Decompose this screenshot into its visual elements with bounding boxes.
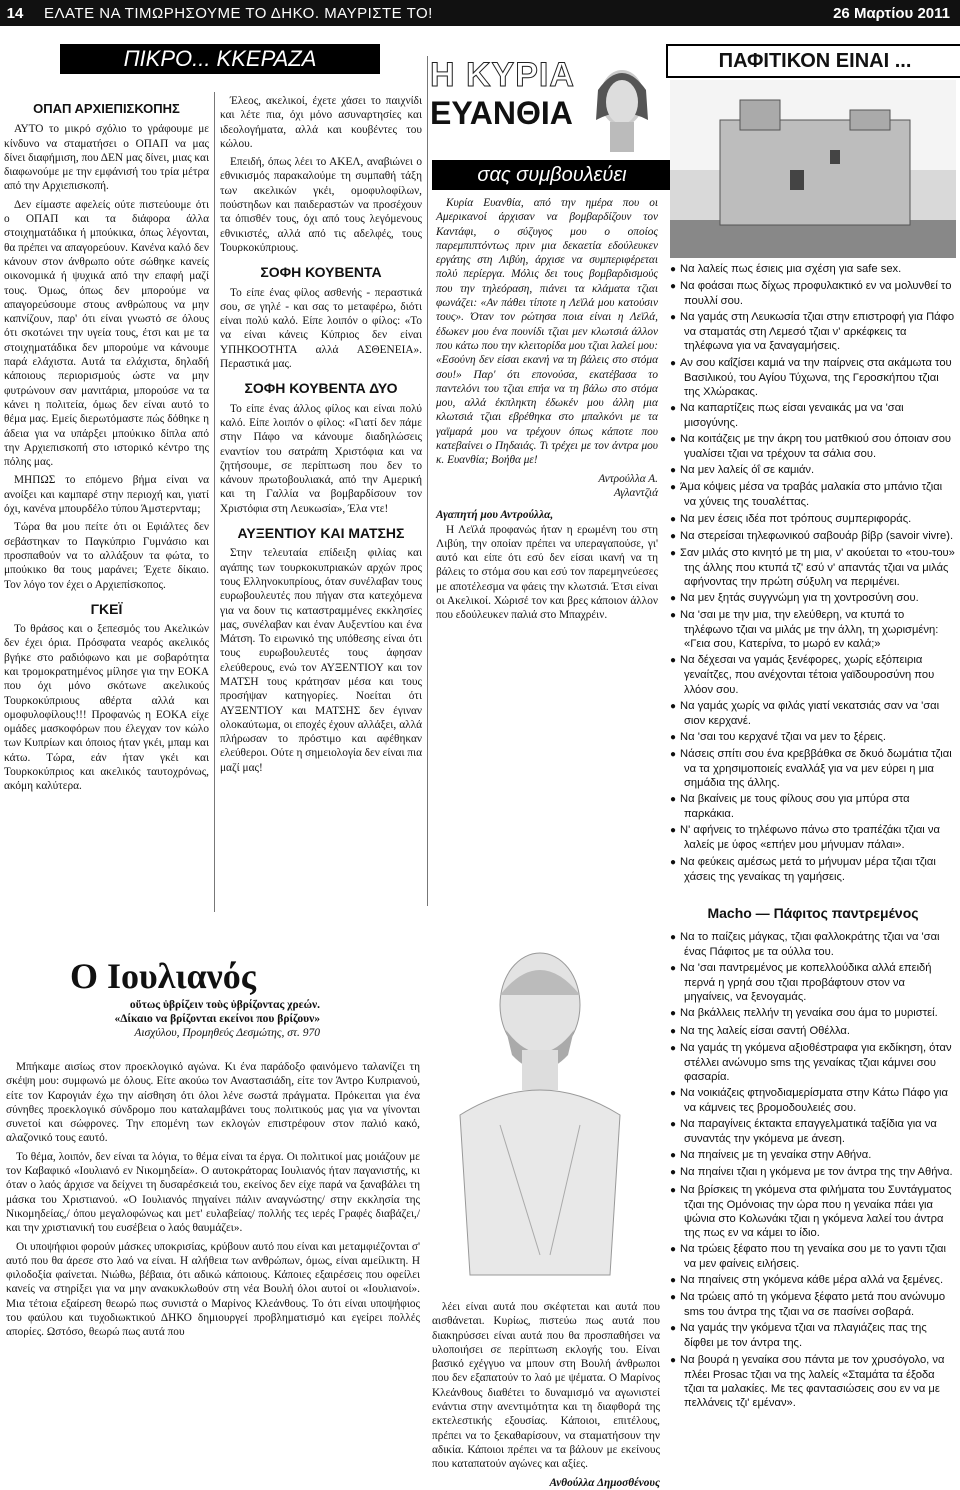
paragraph: Το είπε ένας φίλος ασθενής - περαστικά σου, σε γηλέ - και σας το μεταφέρω, διότι είναι πολύ καλό. Είπε λοιπόν ο φίλος: «Το να είναι κάνεις Κύπριος δεν είναι ΥΠΗΚΟΟΤΗΤΑ αλλά ΑΣΘΕΝΕΙΑ». Περαστικά μας. bbox=[220, 286, 422, 371]
macho-subheader: Macho — Πάφιτος παντρεμένος bbox=[707, 905, 919, 921]
list-item: ● Να φεύκεις αμέσως μετά το μήνυμαν μέρα τζιαι τζιαι χάσεις της γεναίκας τη γαμήσεις. bbox=[670, 855, 956, 884]
pafitikon-header: ΠΑΦΙΤΙΚΟΝ ΕΙΝΑΙ ... bbox=[666, 44, 960, 78]
list-item: ● Να της λαλείς είσαι σαντή Οθέλλα. bbox=[670, 1024, 956, 1039]
list-item: ● Να γαμάς την γκόμενα τζιαι να πλαγιάζεις πας της δίφθει με τον άντρα της. bbox=[670, 1321, 956, 1350]
list-item: ● Να στερείσαι τηλεφωνικού σαβουάρ βίβρ (savoir vivre). bbox=[670, 529, 956, 544]
list-item: ● Να λαλείς πως έσιεις μια σχέση για safe sex. bbox=[670, 262, 956, 277]
page-number: 14 bbox=[6, 4, 24, 22]
list-item: ● Να γαμάς τη γκόμενα αξιοθέστραφα για εκδίκηση, όταν στέλλει ανώνυμο sms της γεναίκας τζιαι κάμνει σου φασαρία. bbox=[670, 1041, 956, 1084]
list-item: ● Να πηαίνεις στη γκόμενα κάθε μέρα αλλά να ξεμένες. bbox=[670, 1273, 956, 1288]
article-author: Ανθούλλα Δημοσθένους bbox=[549, 1476, 660, 1489]
issue-date: 26 Μαρτίου 2011 bbox=[833, 4, 950, 22]
list-item: ● Να βκάλλεις πελλήν τη γεναίκα σου άμα το μυριστεί. bbox=[670, 1006, 956, 1021]
list-item: ● Να πηαίνεις με τη γεναίκα στην Αθήνα. bbox=[670, 1148, 956, 1163]
column-divider bbox=[427, 56, 428, 906]
section-title-sofi: ΣΟΦΗ ΚΟΥΒΕΝΤΑ bbox=[260, 264, 382, 281]
list-item: ● Να το παίζεις μάγκας, τζιαι φαλλοκράτης τζιαι να 'σαι ένας Πάφιτος με τα ούλλα του. bbox=[670, 930, 956, 959]
macho-list bbox=[670, 930, 956, 1412]
evanthia-portrait bbox=[582, 60, 662, 152]
list-item: ● Να γαμάς χωρίς να φιλάς γιατί νεκατσιάς σαν να 'σαι σιον κερχανέ. bbox=[670, 699, 956, 728]
list-item: ● Να φοάσαι πως δίχως προφυλακτικό εν να μολυνθεί το πουλλί σου. bbox=[670, 279, 956, 308]
letter-text: Κυρία Ευανθία, από την ημέρα που οι Αμερικανοί άρχισαν να βομβαρδίζουν τον Καντάφι, ο σύζυγος μου ο οποίος παρεμπιπτόντως πριν μια δεκαετία εδούλευκεν εργάτης στη Λιβύη, άρχισε να συμπεριφέρεται πολύ περίεργα. Μόλις δει τους βομβαρδισμούς που την τηλεόραση, πιάνει τα κλάματα τζιαι φωνάζει: «Αν πάθει τίποτε η Λεϊλά μου κατούσιν τους». Όταν τον ρώτησα ποια είναι η Λεϊλά, έδωκεν μου ένα πουνίδι τζιαι μεν κλωτσιά άλλον που κάτω που την κλειτορίδα μου τζιαι λαλεί μου: «Εσούνη δεν είσαι εκανή να τη βάλεις στο στόμα σου!» Παρ' ότι επονούσα, εκατέβασα το παντελόνι του τζιαι επήα να τη βάλω στο στόμα μου, αλλά έκπληκτη έδωκέν μου άλλη μια κλωτσιά τζιαι εβρέθηκα στο μπαλκόνι με τα γαϊμαρά μου να τρέχουν όπως κάποτε που κατεβαίνει ο Πηδαιάς. Τι τρέχει με τον άντρα μου κ. Ευανθία; Βοήθα με! bbox=[436, 197, 658, 467]
paragraph: Στην τελευταία επίδειξη φιλίας και αγάπης των τουρκοκυπριακών αρχών προς τους Ελληνοκυπρίους, όταν συνέλαβαν τους ευρωβουλευτές που πήγαν στα κατεχόμενα για να δουν τις καταστραμμένες εκκλησίες μας, συνέλαβαν και έναν Αυξεντίου και ένα Μάτση. Το ειρωνικό της υπόθεσης είναι ότι τους ευρωβουλευτές τους άφησαν ελεύθερους, ενώ τον ΑΥΞΕΝΤΙΟΥ και τον ΜΑΤΣΗ τους κράτησαν μέσα και τους προσήψαν κατηγορίες. Νοείται ότι ΑΥΞΕΝΤΙΟΥ και ΜΑΤΣΗΣ δεν έγιναν ολοκαύτωμα, οι εποχές έχουν αλλάξει, αλλά πλήρωσαν το πρόστιμο και αφέθηκαν ελεύθεροι. Ούτε η σημειολογία δεν είναι πια μαζί μας! bbox=[220, 547, 422, 774]
letter-signoff-name: Αντρούλλα Α. bbox=[598, 472, 658, 485]
paragraph: Μπήκαμε αισίως στον προεκλογικό αγώνα. Κι ένα παράδοξο φαινόμενο ταλανίζει τη σκέψη μου: συμφωνώ με όλους. Είτε ακούω τον Αναστασιάδη, είτε τον Άντρο Κυπριανού, είτε τον Καρογιάν έχω την αίσθηση ότι όλοι λένε σωστά πράγματα. Πρόκειται για ένα σύνηθες προεκλογικό σύνδρομο που καταλαμβάνει τους πολιτικούς μας για να γίνονται συνετοί και σώφρονες. Την επομένη των εκλογών επιστρέφουν στον παλιό κακό, αλαζονικό τους εαυτό. bbox=[6, 1061, 420, 1145]
section-title-afxentiou: ΑΥΞΕΝΤΙΟΥ ΚΑΙ ΜΑΤΣΗΣ bbox=[237, 525, 405, 542]
list-item: ● Να νοικιάζεις φτηνοδιαμερίσματα στην Κάτω Πάφο για να κάμνεις τες βρομοδουλειές σου. bbox=[670, 1086, 956, 1115]
pafitikon-list bbox=[670, 262, 956, 886]
list-item: ● Να τρώεις ξέφατο που τη γεναίκα σου με το γαντι τζιαι να μεν φαίνεις ειλήσεις. bbox=[670, 1242, 956, 1271]
paragraph: Έλεος, ακελικοί, έχετε χάσει το παιχνίδι και λέτε πια, όχι μόνο ασυναρτησίες και ιδεολογήματα, αλλά και κουβέντες του κώλου. bbox=[220, 95, 422, 150]
column-banner: ΠΙΚΡΟ... ΚΚΕΡΑΖΑ bbox=[60, 44, 380, 74]
list-item: ● Να βκαίνεις με τους φίλους σου για μπύρα στα παρκάκια. bbox=[670, 792, 956, 821]
list-item: ● Να καπαρτίζεις πως είσαι γεναικάς μα να 'σαι μισογύνης. bbox=[670, 401, 956, 430]
paragraph: Δεν είμαστε αφελείς ούτε πιστεύουμε ότι ο ΟΠΑΠ και τα διάφορα άλλα στοιχηματάδικα ή μπούκικα, όπως λέγονται, θα πρέπει να απαγορεύουν. Κανένα καλό δεν κάνουν στον άνθρωπο ούτε σώθηκε κανείς οικονομικά ή ψυχικά από την επαφή μαζί τους. Όμως, όπως δεν μπορούμε να απαγορεύσουμε στους ανθρώπους να μην καπνίζουν, παρ' ότι είναι γνωστό σε όλους ότι σκοτώνει την υγεία τους, έτσι και με τα στοιχηματάδικα δεν μπορούμε να κάνουμε παρά ελάχιστα. Αυτά τα ελάχιστα, δηλαδή κάποιους περιορισμούς ώστε να μην φυτρώνουν σαν μανιτάρια, μπορούσε να τα κάνει η πολιτεία, όμως δεν είναι αυτό το θέμα μας. Εμείς διερωτόμαστε πώς δόθηκε η άδεια για να υπάρξει μπούκικο δίπλα από την Αρχιεπισκοπή στο ιστορικό κέντρο της πόλης μας. bbox=[4, 198, 209, 469]
list-item: ● Να κοιτάζεις με την άκρη του ματθκιού σου όποιαν σου γυαλίσει τζιαι να τρέχουν τα σάλια σου. bbox=[670, 432, 956, 461]
castle-photo bbox=[670, 80, 956, 258]
epigraph-translation: «Δίκαιο να βρίζονται εκείνοι που βρίζουν» bbox=[114, 1013, 320, 1025]
column-sofi bbox=[220, 94, 422, 779]
section-title-gay: ΓΚΕΪ bbox=[90, 600, 123, 617]
list-item: ● Να 'σαι παντρεμένος με κοπελλούδικα αλλά επειδή περνά η γρηά σου τζιαι προβάφτουν στον να μηγαίνεις, να ξενογαμάς. bbox=[670, 961, 956, 1004]
list-item: ● Να μεν ξητάς συγγνώμη για τη χοντροσύνη σου. bbox=[670, 591, 956, 606]
paragraph: Το θέμα, λοιπόν, δεν είναι τα λόγια, το θέμα είναι τα έργα. Οι πολιτικοί μας μοιάζουν με τον Καβαφικό «Ιουλιανό εν Νικομηδεία». Ο αυτοκράτορας Ιουλιανός ήταν παγανιστής, κι όταν ο λαός άρχισε να δείχνει τη δυσαρέσκειά του, εκείνος δεν είχε παρά να ξαναβάλει τη μάσκα του Χριστιανού. «Ο Ιουλιανός πηγαίνει πάλιν αναγνώστης/ στην εκκλησία της Νικομηδείας,/ όπου μεγαλοφώνως και μετ' ευλαβείας/ πολλής τες ιερές Γραφές διαβάζει,/ και την χριστιανική του ευσέβεια ο λαός θαυμάζει». bbox=[6, 1150, 420, 1235]
advice-banner: σας συμβουλεύει bbox=[432, 160, 672, 190]
paragraph: Το θράσος και ο ξεπεσμός του Ακελικών δεν έχει όρια. Πρόσφατα νεαρός ακελικός βγήκε στο ραδιόφωνο και με σοβαρότητα και τρομοκρατημένος μίλησε για την ΕΟΚΑ που όχι μόνο σκότωνε ακελικούς Τουρκοκύπριους αθέρτα αλλά και ομοφυλοφίλους!!! Προφανώς η ΕΟΚΑ είχε ομάδες μασκοφόρων που έλεγχαν τον κώλο των Κυπρίων και όποιος ήταν γκέι, μπαμ και κάτω. Τώρα, εάν ήταν γκέι και Τουρκοκύπριος και ακελικός ταυτοχρόνως, ακόμη καλύτερα. bbox=[4, 623, 209, 793]
epigraph-greek: οὕτως ὑβρίζειν τοὺς ὑβρίζοντας χρεών. bbox=[129, 999, 320, 1011]
column-advice bbox=[436, 196, 658, 627]
epigraph bbox=[40, 998, 320, 1040]
column-opap bbox=[4, 92, 209, 798]
top-bar bbox=[0, 0, 960, 26]
column-ioulianos bbox=[6, 1060, 420, 1344]
list-item: ● Να μεν έσεις ιδέα ποτ τρόπους συμπεριφοράς. bbox=[670, 512, 956, 527]
list-item: ● Να δέχεσαι να γαμάς ξενέφορες, χωρίς εξόπειρια γεναίτζες, που ανέχονται τέτοια γαϊδουροσύνη που λλόον σου. bbox=[670, 653, 956, 696]
list-item: ● Νάσεις σπίτι σου ένα κρεββάθκα σε δκυό δωμάτια τζιαι να τα χρησιμοποιείς εναλλάξ για να μεν εύρει η μια σημάδια της άλλης. bbox=[670, 747, 956, 790]
paragraph: Τώρα θα μου πείτε ότι οι Εφιάλτες δεν σεβάστηκαν το Παγκύπριο Γυμνάσιο και προσπαθούν να το αλλάξουν τα φώτα, το μπούκικο θα τους μαράνει; Έχετε δίκαιο. Τον λόγο τον έχει ο Αρχιεπίσκοπος. bbox=[4, 521, 209, 591]
paragraph: Οι υποψήφιοι φορούν μάσκες υποκρισίας, κρύβουν αυτό που είναι και μεταμφιέζονται σ' αυτό που θα άρεσε στο λαό να είναι. Η αλήθεια των ανθρώπων, όμως, είναι αμείλικτη. Η φιλοδοξία φαίνεται. Νιώθω, βέβαια, ότι αδικώ κάποιους. Κάποιες εξαιρέσεις που οφείλει κανείς να στηρίξει για να μην ανακυκλωθούν στη νέα Βουλή όλοι αυτοί οι «Ιουλιανοί». Μια τέτοια εξαίρεση θεωρώ πως συνιστά ο Μαρίνος Κλεάνθους. Το ότι είναι υποψήφιος του φαύλου και τυχοδιωκτικού ΔΗΚΟ δημιουργεί προβληματισμό και εγείρει πολλές απορίες. Ωστόσο, θεωρώ πως αυτά που bbox=[6, 1240, 420, 1339]
list-item: ● Να 'σαι του κερχανέ τζιαι να μεν το ξέρεις. bbox=[670, 730, 956, 745]
letter-signoff-place: Αγλαντζιά bbox=[613, 486, 658, 499]
section-title-sofi-dyo: ΣΟΦΗ ΚΟΥΒΕΝΤΑ ΔΥΟ bbox=[244, 380, 398, 397]
paragraph: Το είπε ένας άλλος φίλος και είναι πολύ καλό. Είπε λοιπόν ο φίλος: «Γιατί δεν πάμε στην Πάφο να κάνουμε διαδηλώσεις εναντίον του σατράπη Χριστόφια και να ζητήσουμε, σε περίπτωση που δεν το κάνουν πρωτοβουλιακά, από την Αμερική και τη Γαλλία να βομβαρδίσουν τον Χριστόφια στη Λευκωσία», Έλα ντε! bbox=[220, 402, 422, 515]
paragraph: ΑΥΤΟ το μικρό σχόλιο το γράφουμε με κίνδυνο να σταματήσει ο ΟΠΑΠ να μας δίνει διαφήμιση, που ΔΕΝ μας δίνει, μιας και διαφωνούμε με την εμφάνισή του τρία μέτρα από την Αρχιεπισκοπή. bbox=[4, 123, 209, 193]
list-item: ● Άμα κόψεις μέσα να τραβάς μαλακία στο μπάνιο τζιαι να χύνεις της τουαλέττας. bbox=[670, 480, 956, 509]
list-item: ● Να 'σαι με την μια, την ελεύθερη, να κτυπά το τηλέφωνο τζιαι να μιλάς με την άλλη, τη χωρισμένη: «Γεια σου, Κατερίνα, το μωρό εν καλά;» bbox=[670, 608, 956, 651]
column-ioulianos-continued bbox=[432, 1300, 660, 1490]
epigraph-source: Αισχύλου, Προμηθεύς Δεσμώτης, στ. 970 bbox=[134, 1027, 320, 1039]
mast-line-1: Η ΚΥΡΙΑ bbox=[430, 56, 575, 94]
reply-text: Η Λεϊλά προφανώς ήταν η ερωμένη του στη Λιβύη, την οποίαν πρέπει να υπεραγαπούσε, γι' αυτό και είπε ότι εσύ δεν είσαι ικανή να τη βάλεις το στόμα σου και εσύ τον παρεμηνεύεσες με αποτέλεσμα να φάεις την κλωτσιά. Έτσι είναι οι Ακελικοί. Χώρισέ τον και βρες κάποιον άλλον που εδούλευκεν παλιά στο Μπαχρέιν. bbox=[436, 523, 658, 622]
paragraph: ΜΗΠΩΣ το επόμενο βήμα είναι να ανοίξει και καμπαρέ στην περιοχή και, γιατί όχι, κανένα μπουρδέλο τύπου Άμστερνταμ; bbox=[4, 474, 209, 516]
list-item: ● Να βουρά η γεναίκα σου πάντα με τον χρυσόγολο, να πλέει Prosac τζιαι να της λαλείς «Σταμάτα τα έξοδα τζιαι τα μαλακίες. Με τες φαντασιώσεις σου εν να με πελλάνεις τζι' εμέναν». bbox=[670, 1353, 956, 1410]
list-item: ● Να μεν λαλείς όΐ σε καμιάν. bbox=[670, 463, 956, 478]
list-item: ● Αν σου καΐζίσει καμιά να την παίρνεις στα ακάμωτα του Βασιλικού, του Αγίου Τύχωνα, της Γεροσκήπου τζιαι της Χλώρακας. bbox=[670, 356, 956, 399]
list-item: ● Να γαμάς στη Λευκωσία τζιαι στην επιστροφή για Πάφο να σταματάς στη Λεμεσό τζιαι ν' αρκέφκεις τα τηλέφωνα για να ξαναγαμήσεις. bbox=[670, 310, 956, 353]
column-divider bbox=[214, 92, 215, 912]
article-title: Ο Ιουλιανός bbox=[70, 956, 256, 996]
list-item: ● Να βρίσκεις τη γκόμενα στα φιλήματα του Συντάγματος τζιαι της Ομόνοιας την ώρα που η γεναίκα πάει για ψώνια στο Κολωνάκι τζιαι η γκόμενα λαλεί του άντρα της πως εν να κάμει το ίδιο. bbox=[670, 1183, 956, 1240]
paragraph: Επειδή, όπως λέει το ΑΚΕΛ, αναβιώνει ο εθνικισμός παρακαλούμε τη συμπαθή τάξη των ακελικών γκέι, ομοφυλοφίλων, πούστηδων και παιδεραστών να προσέχουν τα όπισθέν τους, όχι από τους λεγόμενους εθνικιστές, αλλά από τις αδελφές, τους Τουρκοκύπριους. bbox=[220, 156, 422, 254]
paragraph: λέει είναι αυτά που σκέφτεται και αυτά που αισθάνεται. Κυρίως, πιστεύω πως αυτά που διακηρύσσει είναι αυτά που θα προσπαθήσει να υλοποιήσει σε περίπτωση εκλογής του. Είναι βασικό εχέγγυο να μπουν στη Βουλή άνθρωποι που δεν εξαπατούν το λαό με ψέματα. Ο Μαρίνος Κλεάνθους διαθέτει το δυναμισμό να αγωνιστεί ενάντια στην ανεντιμότητα και τη διαφθορά της εκτελεστικής εξουσίας. Κάποιοι, επιτέλους, πρέπει να το ξεκαθαρίσουν, να σταματήσουν την αδικία. Κάποιοι πρέπει να τα βάλουν με εκείνους που καταπατούν αγώνες και αξίες. bbox=[432, 1301, 660, 1471]
list-item: ● Να παραγίνεις έκτακτα επαγγελματικά ταξίδια για να συναντάς την γκόμενα με άνεση. bbox=[670, 1117, 956, 1146]
mast-line-2: ΕΥΑΝΘΙΑ bbox=[430, 95, 573, 131]
list-item: ● Σαν μιλάς στο κινητό με τη μια, ν' ακούεται το «του-του» της άλλης που κτυπά τζ' εσύ ν' απαντάς τζιαι να μιλάς αφήνοντας την πρώτη σύξυλη να περιμένει. bbox=[670, 546, 956, 589]
section-title-opap: ΟΠΑΠ ΑΡΧΙΕΠΙΣΚΟΠΗΣ bbox=[33, 101, 180, 116]
list-item: ● Ν' αφήνεις το τηλέφωνο πάνω στο τραπέζάκι τζιαι να λαλείς με ύφος «επήεν μου μήνυμαν πάλαι». bbox=[670, 823, 956, 852]
page-motto: ΕΛΑΤΕ ΝΑ ΤΙΜΩΡΗΣΟΥΜΕ ΤΟ ΔΗΚΟ. ΜΑΥΡΙΣΤΕ ΤΟ! bbox=[44, 4, 433, 22]
list-item: ● Να τρώεις από τη γκόμενα ξέφατο μετά που ανώνυμο sms του άντρα της τζιαι να σε πασίνει σοβαρά. bbox=[670, 1290, 956, 1319]
list-item: ● Να πηαίνει τζιαι η γκόμενα με τον άντρα της την Αθήνα. bbox=[670, 1165, 956, 1180]
reply-greeting: Αγαπητή μου Αντρούλλα, bbox=[436, 509, 554, 522]
julian-bust-photo bbox=[440, 935, 640, 1285]
